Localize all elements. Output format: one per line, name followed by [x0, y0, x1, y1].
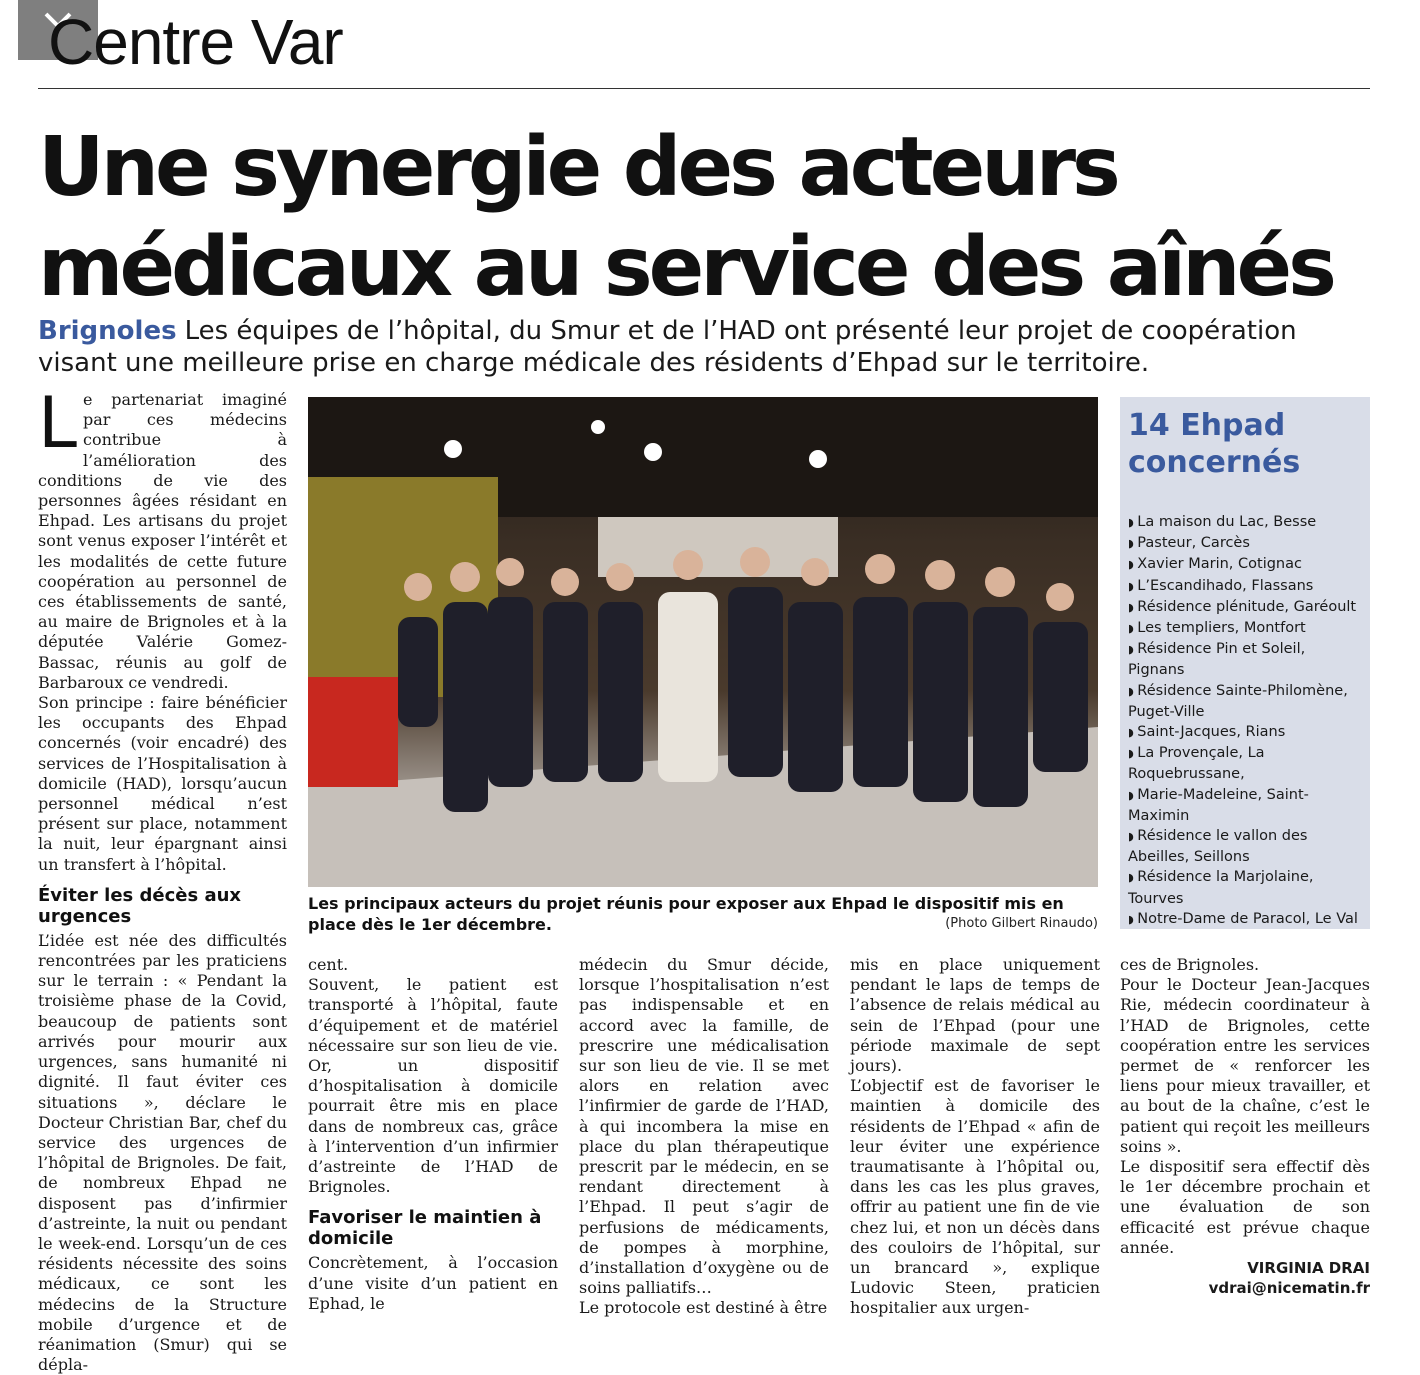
paragraph: Le protocole est destiné à être [579, 1298, 828, 1318]
article-column-1 [38, 382, 287, 1375]
list-item: ◗ L’Escandihado, Flassans [1128, 576, 1366, 597]
paragraph: mis en place uniquement pendant le laps de temps de l’absence de relais médical au sein de l’Ehpad (pour une période maximale de sept jours). [850, 955, 1100, 1076]
headline-line-1: Une synergie des acteurs [38, 120, 1117, 215]
list-item: ◗ Pasteur, Carcès [1128, 533, 1366, 554]
article-column-3 [579, 955, 829, 1319]
paragraph: e partenariat imaginé par ces médecins contribue à l’amélioration des conditions de vie des personnes âgées résidant en Ehpad. Les artisans du projet sont venus exposer l’intérêt et les modalités de cette future coopération au personnel de ces établissements de santé, au maire de Brignoles et à la députée Valérie Gomez-Bassac, réunis au golf de Barbaroux ce vendredi. [38, 390, 287, 692]
headline-line-2: médicaux au service des aînés [38, 220, 1333, 315]
photo-credit: (Photo Gilbert Rinaudo) [945, 916, 1098, 931]
headline [38, 118, 1378, 318]
paragraph: Son principe : faire bénéficier les occupants des Ehpad concernés (voir encadré) des services de l’Hospitalisation à domicile (HAD), lorsqu’aucun personnel médical n’est présent sur place, notamment la nuit, leur épargnant ainsi un transfert à l’hôpital. [38, 693, 287, 874]
paragraph: ces de Brignoles. [1120, 955, 1260, 974]
group-photo [308, 397, 1098, 887]
ehpad-list [1128, 512, 1366, 930]
article-column-5 [1120, 955, 1370, 1298]
group-photo-illustration [308, 397, 1098, 887]
sidebar-box-title: 14 Ehpad concernés [1128, 408, 1301, 480]
paragraph: L’objectif est de favoriser le maintien à domicile des résidents de l’Ehpad « afin de leur éviter une expérience traumatisante à l’hôpital ou, dans les cas les plus graves, offrir au patient une fin de vie chez lui, et non un décès dans des couloirs de l’hôpital, sur un brancard », explique Ludovic Steen, praticien hospitalier aux urgen- [850, 1076, 1100, 1318]
header-divider [38, 88, 1370, 89]
paragraph: Pour le Docteur Jean-Jacques Rie, médecin coordinateur à l’HAD de Brignoles, cette coopération entre les services permet de « renforcer les liens pour mieux travailler, et au bout de la chaîne, c’est le patient qui reçoit les meilleurs soins ». [1120, 975, 1370, 1156]
list-item: ◗ Résidence Pin et Soleil, Pignans [1128, 639, 1366, 680]
paragraph: cent. [308, 955, 349, 974]
list-item: ◗ Notre-Dame de Paracol, Le Val [1128, 909, 1366, 930]
paragraph: médecin du Smur décide, lorsque l’hospitalisation n’est pas indispensable et en accord avec la famille, de prescrire une médicalisation sur son lieu de vie. Il se met alors en relation avec l’infirmier de garde de l’HAD, à qui incombera la mise en place du plan thérapeutique prescrit par le médecin, en se rendant directement à l’Ehpad. Il peut s’agir de perfusions de médicaments, de pompes à morphine, d’installation d’oxygène ou de soins palliatifs… [579, 955, 829, 1298]
drop-cap: L [38, 382, 77, 464]
author-email[interactable]: vdrai@nicematin.fr [1208, 1279, 1370, 1298]
list-item: ◗ Résidence la Marjolaine, Tourves [1128, 867, 1366, 908]
list-item: ◗ Xavier Marin, Cotignac [1128, 554, 1366, 575]
paragraph: Souvent, le patient est transporté à l’hôpital, faute d’équipement et de matériel nécessaire sur son lieu de vie. Or, un dispositif d’hospitalisation à domicile pourrait être mis en place dans de nombreux cas, grâce à l’intervention d’un infirmier d’astreinte de l’HAD de Brignoles. [308, 975, 558, 1197]
paragraph: L’idée est née des difficultés rencontrées par les praticiens sur le terrain : « Pendant la troisième phase de la Covid, beaucoup de patients sont arrivés pour mourir aux urgences, sans humanité ni dignité. Il faut éviter ces situations », déclare le Docteur Christian Bar, chef du service des urgences de l’hôpital de Brignoles. De fait, de nombreux Ehpad ne disposent pas d’infirmier d’astreinte, la nuit ou pendant le week-end. Lorsqu’un de ces résidents nécessite des soins médicaux, ce sont les médecins de la Structure mobile d’urgence et de réanimation (Smur) qui se dépla- [38, 930, 287, 1375]
list-item: ◗ Résidence le vallon des Abeilles, Seillons [1128, 826, 1366, 867]
photo-caption: Les principaux acteurs du projet réunis pour exposer aux Ehpad le dispositif mis en place dès le 1er décembre. [308, 894, 1064, 934]
subheading: Éviter les décès aux urgences [38, 884, 242, 927]
list-item: ◗ La maison du Lac, Besse [1128, 512, 1366, 533]
list-item: ◗ Résidence plénitude, Garéoult [1128, 597, 1366, 618]
section-title: Centre Var [48, 6, 343, 78]
author-name: VIRGINIA DRAI [1247, 1259, 1370, 1278]
list-item: ◗ La Provençale, La Roquebrussane, [1128, 743, 1366, 784]
paragraph: Le dispositif sera effectif dès le 1er décembre prochain et une évaluation de son efficacité est prévue chaque année. [1120, 1157, 1370, 1257]
list-item: ◗ Les templiers, Montfort [1128, 618, 1366, 639]
intro-text: Les équipes de l’hôpital, du Smur et de l’HAD ont présenté leur projet de coopération visant une meilleure prise en charge médicale des résidents d’Ehpad sur le territoire. [38, 316, 1297, 378]
list-item: ◗ Résidence Sainte-Philomène, Puget-Ville [1128, 681, 1366, 722]
article-column-4 [850, 955, 1100, 1319]
paragraph: Concrètement, à l’occasion d’une visite d’un patient en Ephad, le [308, 1253, 558, 1313]
subheading: Favoriser le maintien à domicile [308, 1207, 542, 1250]
article-column-2 [308, 955, 558, 1314]
list-item: ◗ Saint-Jacques, Rians [1128, 722, 1366, 743]
intro-city: Brignoles [38, 316, 177, 346]
intro-standfirst [38, 315, 1378, 379]
list-item: ◗ Marie-Madeleine, Saint-Maximin [1128, 785, 1366, 826]
